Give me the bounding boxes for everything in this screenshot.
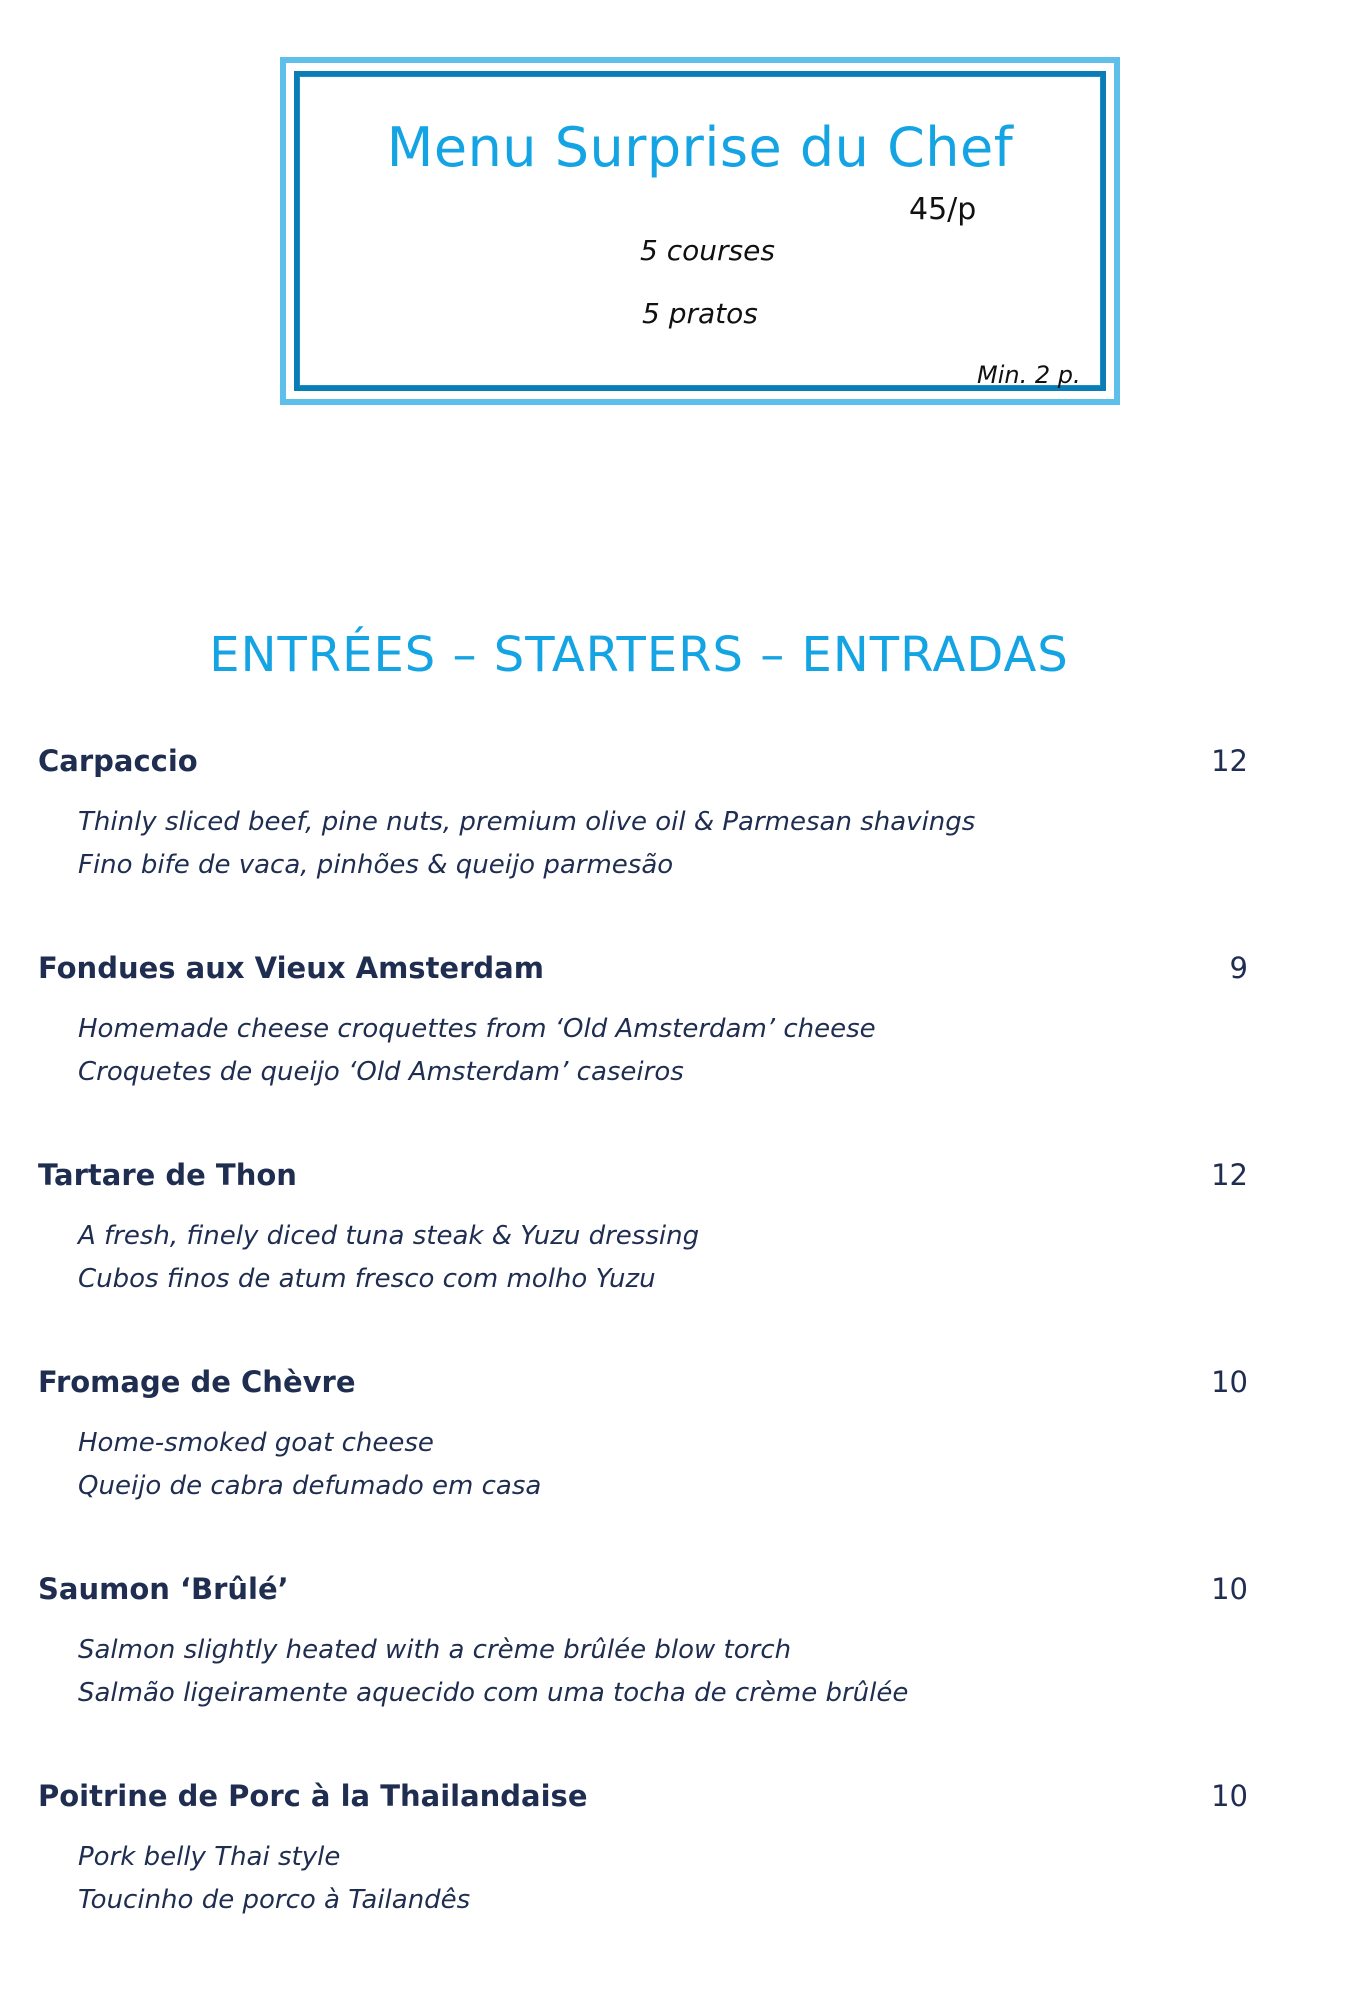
chef-menu-box <box>280 57 1120 405</box>
menu-price: 45/p <box>909 192 977 227</box>
item-name: Carpaccio <box>38 744 198 778</box>
item-description-portuguese: Cubos finos de atum fresco com molho Yuzu <box>78 1264 656 1294</box>
menu-item <box>38 1775 1248 1982</box>
chef-menu-inner-frame <box>294 71 1106 391</box>
menu-title: Menu Surprise du Chef <box>386 116 1014 179</box>
item-description-english: Thinly sliced beef, pine nuts, premium olive oil & Parmesan shavings <box>78 807 976 837</box>
item-description-portuguese: Croquetes de queijo ‘Old Amsterdam’ caseiros <box>78 1057 684 1087</box>
item-price: 10 <box>1211 1779 1248 1813</box>
courses-english: 5 courses <box>640 234 775 267</box>
item-price: 12 <box>1211 1158 1248 1192</box>
item-price: 12 <box>1211 744 1248 778</box>
item-name: Poitrine de Porc à la Thailandaise <box>38 1779 588 1813</box>
item-name: Tartare de Thon <box>38 1158 297 1192</box>
menu-item <box>38 1568 1248 1775</box>
courses-portuguese: 5 pratos <box>642 297 758 330</box>
item-price: 10 <box>1211 1572 1248 1606</box>
item-description-english: A fresh, finely diced tuna steak & Yuzu dressing <box>78 1221 700 1251</box>
item-name: Saumon ‘Brûlé’ <box>38 1572 289 1606</box>
item-description-english: Home-smoked goat cheese <box>78 1428 434 1458</box>
item-description-portuguese: Toucinho de porco à Tailandês <box>78 1885 471 1915</box>
item-description-portuguese: Salmão ligeiramente aquecido com uma tocha de crème brûlée <box>78 1678 909 1708</box>
menu-item <box>38 1361 1248 1568</box>
menu-item <box>38 947 1248 1154</box>
section-title: ENTRÉES – STARTERS – ENTRADAS <box>209 627 1069 683</box>
item-name: Fondues aux Vieux Amsterdam <box>38 951 544 985</box>
item-price: 10 <box>1211 1365 1248 1399</box>
minimum-persons: Min. 2 p. <box>977 361 1081 389</box>
item-description-english: Pork belly Thai style <box>78 1842 341 1872</box>
item-description-portuguese: Queijo de cabra defumado em casa <box>78 1471 542 1501</box>
item-description-portuguese: Fino bife de vaca, pinhões & queijo parmesão <box>78 850 674 880</box>
menu-item <box>38 1154 1248 1361</box>
item-description-english: Homemade cheese croquettes from ‘Old Amsterdam’ cheese <box>78 1014 876 1044</box>
item-description-english: Salmon slightly heated with a crème brûlée blow torch <box>78 1635 792 1665</box>
menu-item <box>38 740 1248 947</box>
item-price: 9 <box>1229 951 1248 985</box>
item-name: Fromage de Chèvre <box>38 1365 356 1399</box>
menu-list <box>38 740 1248 1982</box>
